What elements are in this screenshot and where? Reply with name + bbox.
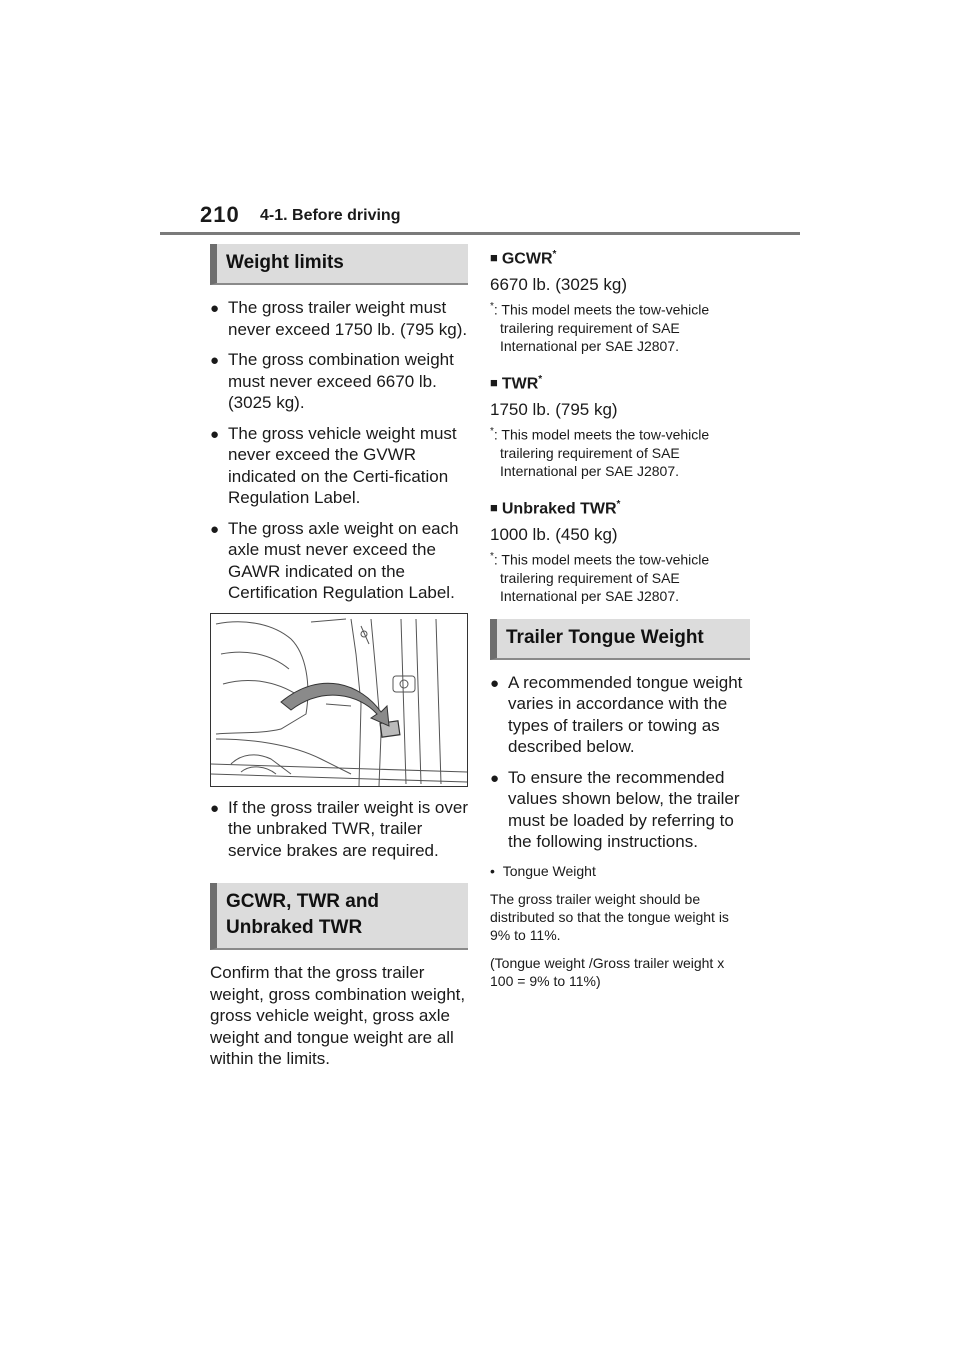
unbraked-twr-subheading: ■ Unbraked TWR*: [490, 498, 621, 518]
list-item: ● The gross vehicle weight must never exceed the GVWR indicated on the Certi-fication Regulation Label.: [210, 423, 457, 507]
square-icon: ■: [490, 250, 498, 266]
bullet-icon: ●: [210, 425, 220, 443]
section-title: 4-1. Before driving: [260, 207, 401, 224]
unbraked-twr-value: 1000 lb. (450 kg): [490, 525, 618, 545]
tongue-weight-formula: (Tongue weight /Gross trailer weight x 100 = 9% to 11%): [490, 954, 725, 989]
unbraked-note-list: [210, 797, 468, 862]
list-item: ● The gross axle weight on each axle must never exceed the GAWR indicated on the Certification Regulation Label.: [210, 518, 459, 602]
gcwr-paragraph: Confirm that the gross trailer weight, gross combination weight, gross vehicle weight, gross axle weight and tongue weight are all within the limits.: [210, 963, 466, 1068]
twr-subheading: ■ TWR*: [490, 373, 543, 393]
twr-footnote: *: This model meets the tow-vehicle trailering requirement of SAE International per SAE J2807.: [490, 426, 710, 479]
header-rule: [160, 232, 800, 235]
right-column: [490, 244, 750, 1000]
bullet-icon: ●: [210, 352, 220, 369]
unbraked-twr-footnote: *: This model meets the tow-vehicle trailering requirement of SAE International per SAE J2807.: [490, 551, 710, 604]
bullet-icon: ●: [210, 300, 220, 317]
list-item: ● The gross combination weight must never exceed 6670 lb. (3025 kg).: [210, 350, 454, 412]
page-header: [0, 0, 960, 240]
twr-value: 1750 lb. (795 kg): [490, 400, 618, 420]
gcwr-value: 6670 lb. (3025 kg): [490, 275, 628, 295]
gcwr-twr-heading: GCWR, TWR and Unbraked TWR: [210, 883, 468, 950]
tongue-weight-heading: Trailer Tongue Weight: [490, 619, 750, 660]
label-location-illustration: [210, 613, 468, 787]
left-column: [210, 244, 468, 1070]
gcwr-footnote: *: This model meets the tow-vehicle trailering requirement of SAE International per SAE J2807.: [490, 301, 710, 354]
square-icon: ■: [490, 375, 498, 391]
gcwr-subheading: ■ GCWR*: [490, 249, 557, 268]
tongue-weight-subitem: • Tongue Weight: [490, 862, 596, 879]
bullet-icon: ●: [210, 799, 220, 817]
weight-limits-list: [210, 297, 468, 604]
tongue-weight-paragraph: The gross trailer weight should be distributed so that the tongue weight is 9% to 11%.: [490, 890, 729, 943]
bullet-icon: ●: [210, 520, 220, 538]
page-number: 210: [200, 202, 240, 227]
list-item: ● If the gross trailer weight is over the unbraked TWR, trailer service brakes are required.: [210, 797, 468, 860]
weight-limits-heading: Weight limits: [210, 244, 468, 285]
list-item: ● To ensure the recommended values shown below, the trailer must be loaded by referring to the following instructions.: [490, 767, 740, 852]
bullet-icon: ●: [490, 769, 500, 787]
tongue-weight-list: [490, 672, 750, 853]
list-item: ● The gross trailer weight must never exceed 1750 lb. (795 kg).: [210, 298, 468, 339]
square-icon: ■: [490, 500, 498, 516]
list-item: ● A recommended tongue weight varies in accordance with the types of trailers or towing as described below.: [490, 672, 743, 757]
bullet-icon: ●: [490, 674, 500, 692]
